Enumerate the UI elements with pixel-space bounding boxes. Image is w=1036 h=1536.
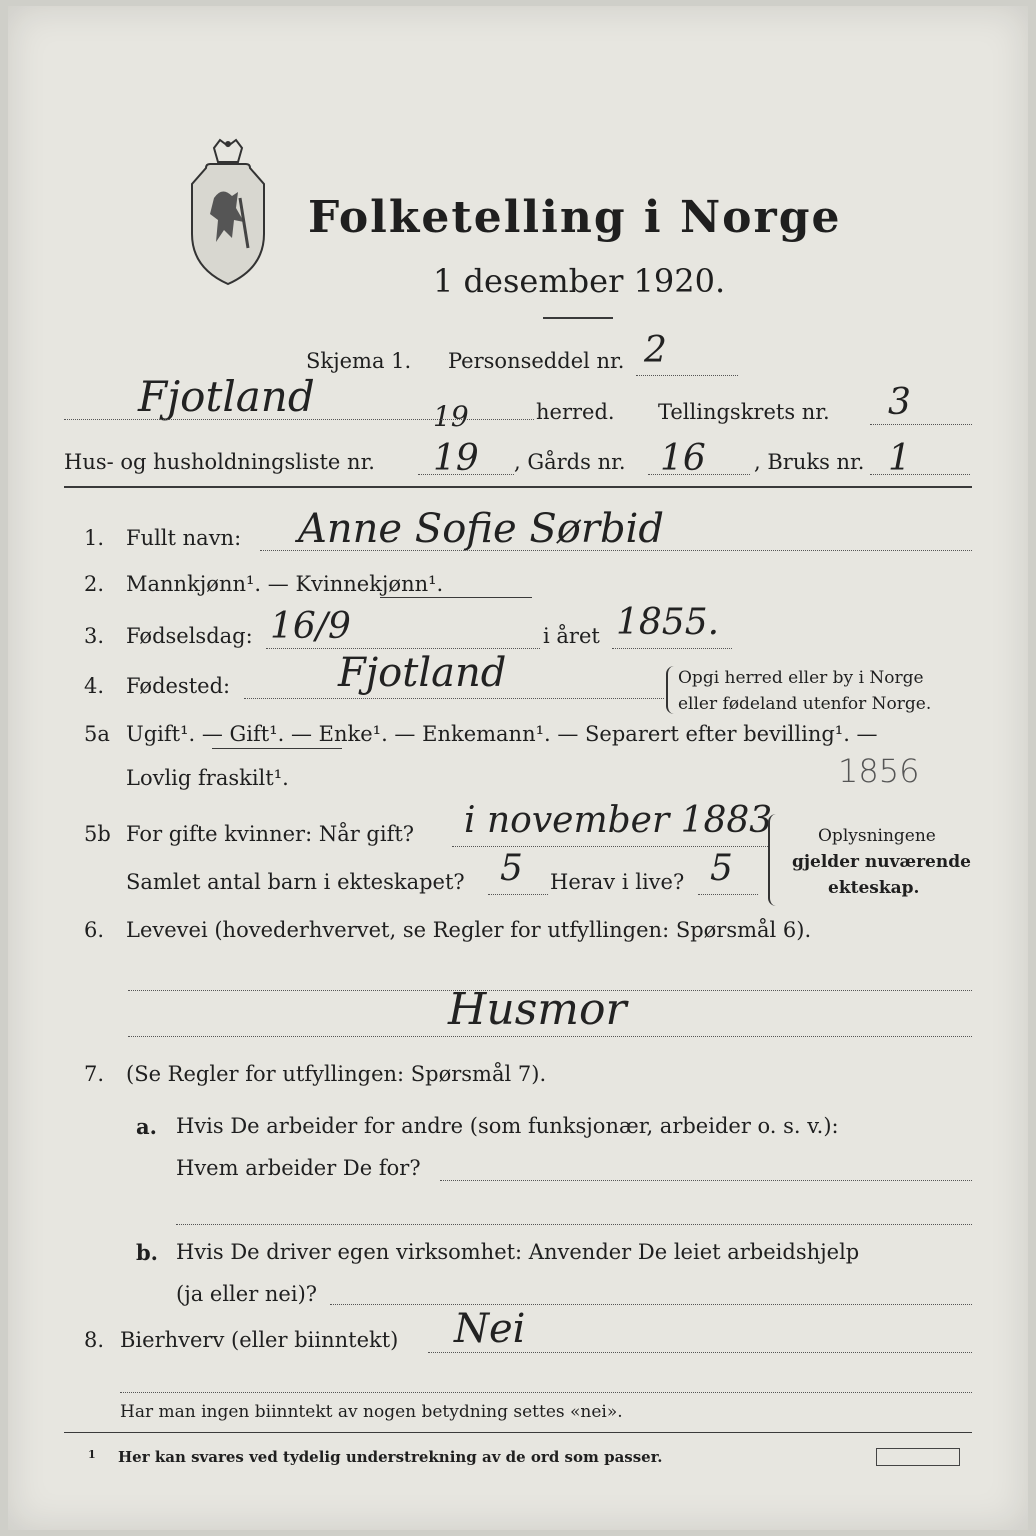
footnote-text: Her kan svares ved tydelig understrekning av de ord som passer. — [118, 1448, 663, 1466]
q5b-children-value[interactable]: 5 — [500, 848, 523, 889]
q7b-number: b. — [136, 1240, 158, 1265]
q7a-number: a. — [136, 1114, 157, 1139]
q5b-married-value[interactable]: i november 1883 — [464, 800, 773, 841]
q2-underline-kvinnekjonn — [380, 597, 532, 598]
q5a-line1: Ugift¹. — Gift¹. — Enke¹. — Enkemann¹. — Separert efter bevilling¹. — — [126, 722, 878, 746]
hus-value[interactable]: 19 — [433, 438, 479, 479]
q7-label: (Se Regler for utfyllingen: Spørsmål 7). — [126, 1062, 547, 1086]
q3-label: Fødselsdag: — [126, 624, 253, 648]
q7a-line2: Hvem arbeider De for? — [176, 1156, 421, 1180]
q6-occupation-value[interactable]: Husmor — [448, 984, 627, 1035]
coat-of-arms-icon — [186, 138, 270, 288]
bruks-label: , Bruks nr. — [754, 450, 865, 474]
q7b-line1: Hvis De driver egen virksomhet: Anvender De leiet arbeidshjelp — [176, 1240, 860, 1264]
q5b-alive-value[interactable]: 5 — [710, 848, 733, 889]
q7-number: 7. — [84, 1062, 105, 1086]
footer-note: Har man ingen biinntekt av nogen betydning settes «nei». — [120, 1402, 623, 1422]
q2-label: Mannkjønn¹. — Kvinnekjønn¹. — [126, 572, 444, 596]
gards-label: , Gårds nr. — [514, 450, 626, 474]
q3-year-label: i året — [543, 624, 600, 648]
form-subtitle: 1 desember 1920. — [433, 262, 726, 300]
bruks-value[interactable]: 1 — [888, 438, 911, 479]
gards-value[interactable]: 16 — [660, 438, 706, 479]
q4-note-line1: Opgi herred eller by i Norge — [678, 668, 924, 688]
footnote-number: 1 — [88, 1448, 96, 1461]
printer-stamp — [876, 1448, 960, 1466]
q3-year-value[interactable]: 1855. — [616, 602, 720, 643]
tellingskrets-label: Tellingskrets nr. — [658, 400, 830, 424]
q1-number: 1. — [84, 526, 105, 550]
q6-label: Levevei (hovederhvervet, se Regler for utfyllingen: Spørsmål 6). — [126, 918, 812, 942]
q7a-line1: Hvis De arbeider for andre (som funksjonær, arbeider o. s. v.): — [176, 1114, 839, 1138]
q5b-label1: For gifte kvinner: Når gift? — [126, 822, 415, 846]
q1-full-name-value[interactable]: Anne Sofie Sørbid — [298, 506, 664, 552]
q7b-answer-line[interactable] — [330, 1304, 972, 1305]
skjema-label: Skjema 1. — [306, 349, 412, 373]
q7a-answer-line[interactable] — [440, 1180, 972, 1181]
q5b-note-line2: gjelder nuværende — [792, 852, 971, 872]
q3-number: 3. — [84, 624, 105, 648]
q5a-underline-gift — [212, 748, 342, 749]
q8-side-income-value[interactable]: Nei — [454, 1306, 526, 1352]
personseddel-value[interactable]: 2 — [644, 330, 667, 371]
q4-note-line2: eller fødeland utenfor Norge. — [678, 694, 932, 714]
census-form — [8, 6, 1028, 1530]
q2-number: 2. — [84, 572, 105, 596]
q8-number: 8. — [84, 1328, 105, 1352]
q5b-number: 5b — [84, 822, 111, 846]
hus-label: Hus- og husholdningsliste nr. — [64, 450, 375, 474]
q4-birthplace-value[interactable]: Fjotland — [338, 650, 507, 696]
q3-birthday-value[interactable]: 16/9 — [270, 606, 351, 647]
q5b-label2: Samlet antal barn i ekteskapet? — [126, 870, 465, 894]
personseddel-label: Personseddel nr. — [448, 349, 625, 373]
q7b-line2: (ja eller nei)? — [176, 1282, 318, 1306]
herred-label: herred. — [536, 400, 615, 424]
q5a-line2: Lovlig fraskilt¹. — [126, 766, 289, 790]
title-divider — [543, 317, 613, 319]
q6-number: 6. — [84, 918, 105, 942]
q4-number: 4. — [84, 674, 105, 698]
q4-label: Fødested: — [126, 674, 231, 698]
q5b-label3: Herav i live? — [550, 870, 685, 894]
q8-label: Bierhverv (eller biinntekt) — [120, 1328, 399, 1352]
form-title: Folketelling i Norge — [308, 192, 842, 243]
q1-label: Fullt navn: — [126, 526, 242, 550]
herred-number-value[interactable]: 19 — [433, 400, 469, 433]
q5a-number: 5a — [84, 722, 110, 746]
q5b-note-line3: ekteskap. — [828, 878, 920, 898]
tellingskrets-value[interactable]: 3 — [888, 382, 911, 423]
q5a-margin-note: 1856 — [838, 752, 920, 790]
q5b-note-line1: Oplysningene — [818, 826, 936, 846]
herred-name-value[interactable]: Fjotland — [138, 372, 315, 421]
header-rule — [64, 486, 972, 488]
